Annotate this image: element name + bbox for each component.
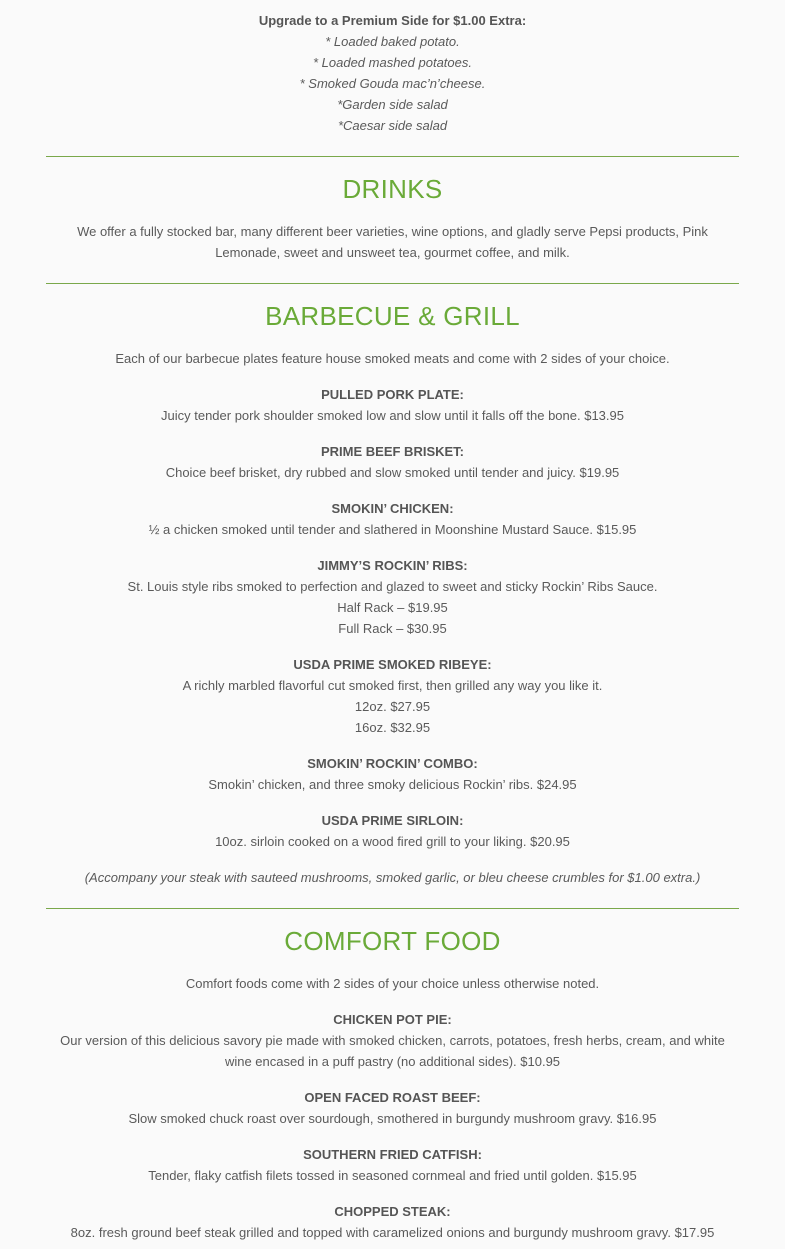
menu-item-description: 8oz. fresh ground beef steak grilled and topped with caramelized onions and burgundy mushroom gravy. $17.95 [70,1225,715,1240]
comfort-food-title: COMFORT FOOD [284,926,501,956]
menu-item-description: ½ a chicken smoked until tender and slathered in Moonshine Mustard Sauce. $15.95 [148,522,637,537]
menu-item-description: Smokin’ chicken, and three smoky delicious Rockin’ ribs. $24.95 [208,777,577,792]
drinks-title: DRINKS [342,174,443,204]
menu-item [46,498,739,540]
drinks-description: We offer a fully stocked bar, many different beer varieties, wine options, and gladly serve Pepsi products, Pink Lemonade, sweet and unsweet tea, gourmet coffee, and milk. [77,224,708,260]
menu-item-name: USDA PRIME SIRLOIN: [321,813,464,828]
menu-item [46,654,739,738]
menu-item-price: Half Rack – $19.95 [337,600,448,615]
menu-item-description: Slow smoked chuck roast over sourdough, smothered in burgundy mushroom gravy. $16.95 [128,1111,657,1126]
menu-item-description: Tender, flaky catfish filets tossed in seasoned cornmeal and fried until golden. $15.95 [148,1168,637,1183]
premium-sides-heading: Upgrade to a Premium Side for $1.00 Extra: [258,13,527,28]
menu-item-name: OPEN FACED ROAST BEEF: [304,1090,481,1105]
menu-item-name: CHICKEN POT PIE: [333,1012,452,1027]
comfort-food-section [46,926,739,1243]
premium-side-item: * Loaded mashed potatoes. [312,55,472,70]
menu-item-name: SMOKIN’ ROCKIN’ COMBO: [307,756,478,771]
bbq-intro: Each of our barbecue plates feature house smoked meats and come with 2 sides of your choice. [115,351,670,366]
bbq-section [46,301,739,888]
section-divider [46,156,739,157]
menu-item-name: SOUTHERN FRIED CATFISH: [303,1147,482,1162]
steak-addon-note: (Accompany your steak with sauteed mushrooms, smoked garlic, or bleu cheese crumbles for $1.00 extra.) [84,870,701,885]
bbq-title: BARBECUE & GRILL [265,301,520,331]
menu-item-name: SMOKIN’ CHICKEN: [331,501,454,516]
premium-side-item: * Smoked Gouda mac’n’cheese. [299,76,486,91]
menu-item-description: A richly marbled flavorful cut smoked first, then grilled any way you like it. [182,678,603,693]
menu-item [46,1009,739,1072]
menu-item-price: Full Rack – $30.95 [338,621,447,636]
premium-side-item: *Garden side salad [337,97,448,112]
menu-item-name: JIMMY’S ROCKIN’ RIBS: [317,558,468,573]
premium-side-item: *Caesar side salad [337,118,448,133]
menu-item [46,810,739,852]
menu-item-description: St. Louis style ribs smoked to perfection and glazed to sweet and sticky Rockin’ Ribs Sauce. [127,579,658,594]
comfort-food-intro: Comfort foods come with 2 sides of your choice unless otherwise noted. [185,976,600,991]
menu-item-description: 10oz. sirloin cooked on a wood fired grill to your liking. $20.95 [215,834,570,849]
menu-item [46,1144,739,1186]
menu-item [46,441,739,483]
section-divider [46,283,739,284]
menu-item-name: CHOPPED STEAK: [334,1204,451,1219]
menu-item [46,753,739,795]
menu-item-description: Juicy tender pork shoulder smoked low and slow until it falls off the bone. $13.95 [161,408,624,423]
section-divider [46,908,739,909]
menu-item-price: 16oz. $32.95 [354,720,431,735]
premium-sides-block [46,10,739,136]
menu-page [46,0,739,1243]
menu-item-name: USDA PRIME SMOKED RIBEYE: [293,657,492,672]
menu-item-name: PULLED PORK PLATE: [321,387,464,402]
premium-side-item: * Loaded baked potato. [325,34,460,49]
menu-item-description: Choice beef brisket, dry rubbed and slow smoked until tender and juicy. $19.95 [165,465,620,480]
menu-item [46,384,739,426]
menu-item-price: 12oz. $27.95 [354,699,431,714]
menu-item-description: Our version of this delicious savory pie made with smoked chicken, carrots, potatoes, fresh herbs, cream, and white wine encased in a puff pastry (no additional sides). $10.95 [60,1033,725,1069]
menu-item-name: PRIME BEEF BRISKET: [320,444,464,459]
menu-item [46,1087,739,1129]
menu-item [46,1201,739,1243]
drinks-section [46,174,739,263]
menu-item [46,555,739,639]
